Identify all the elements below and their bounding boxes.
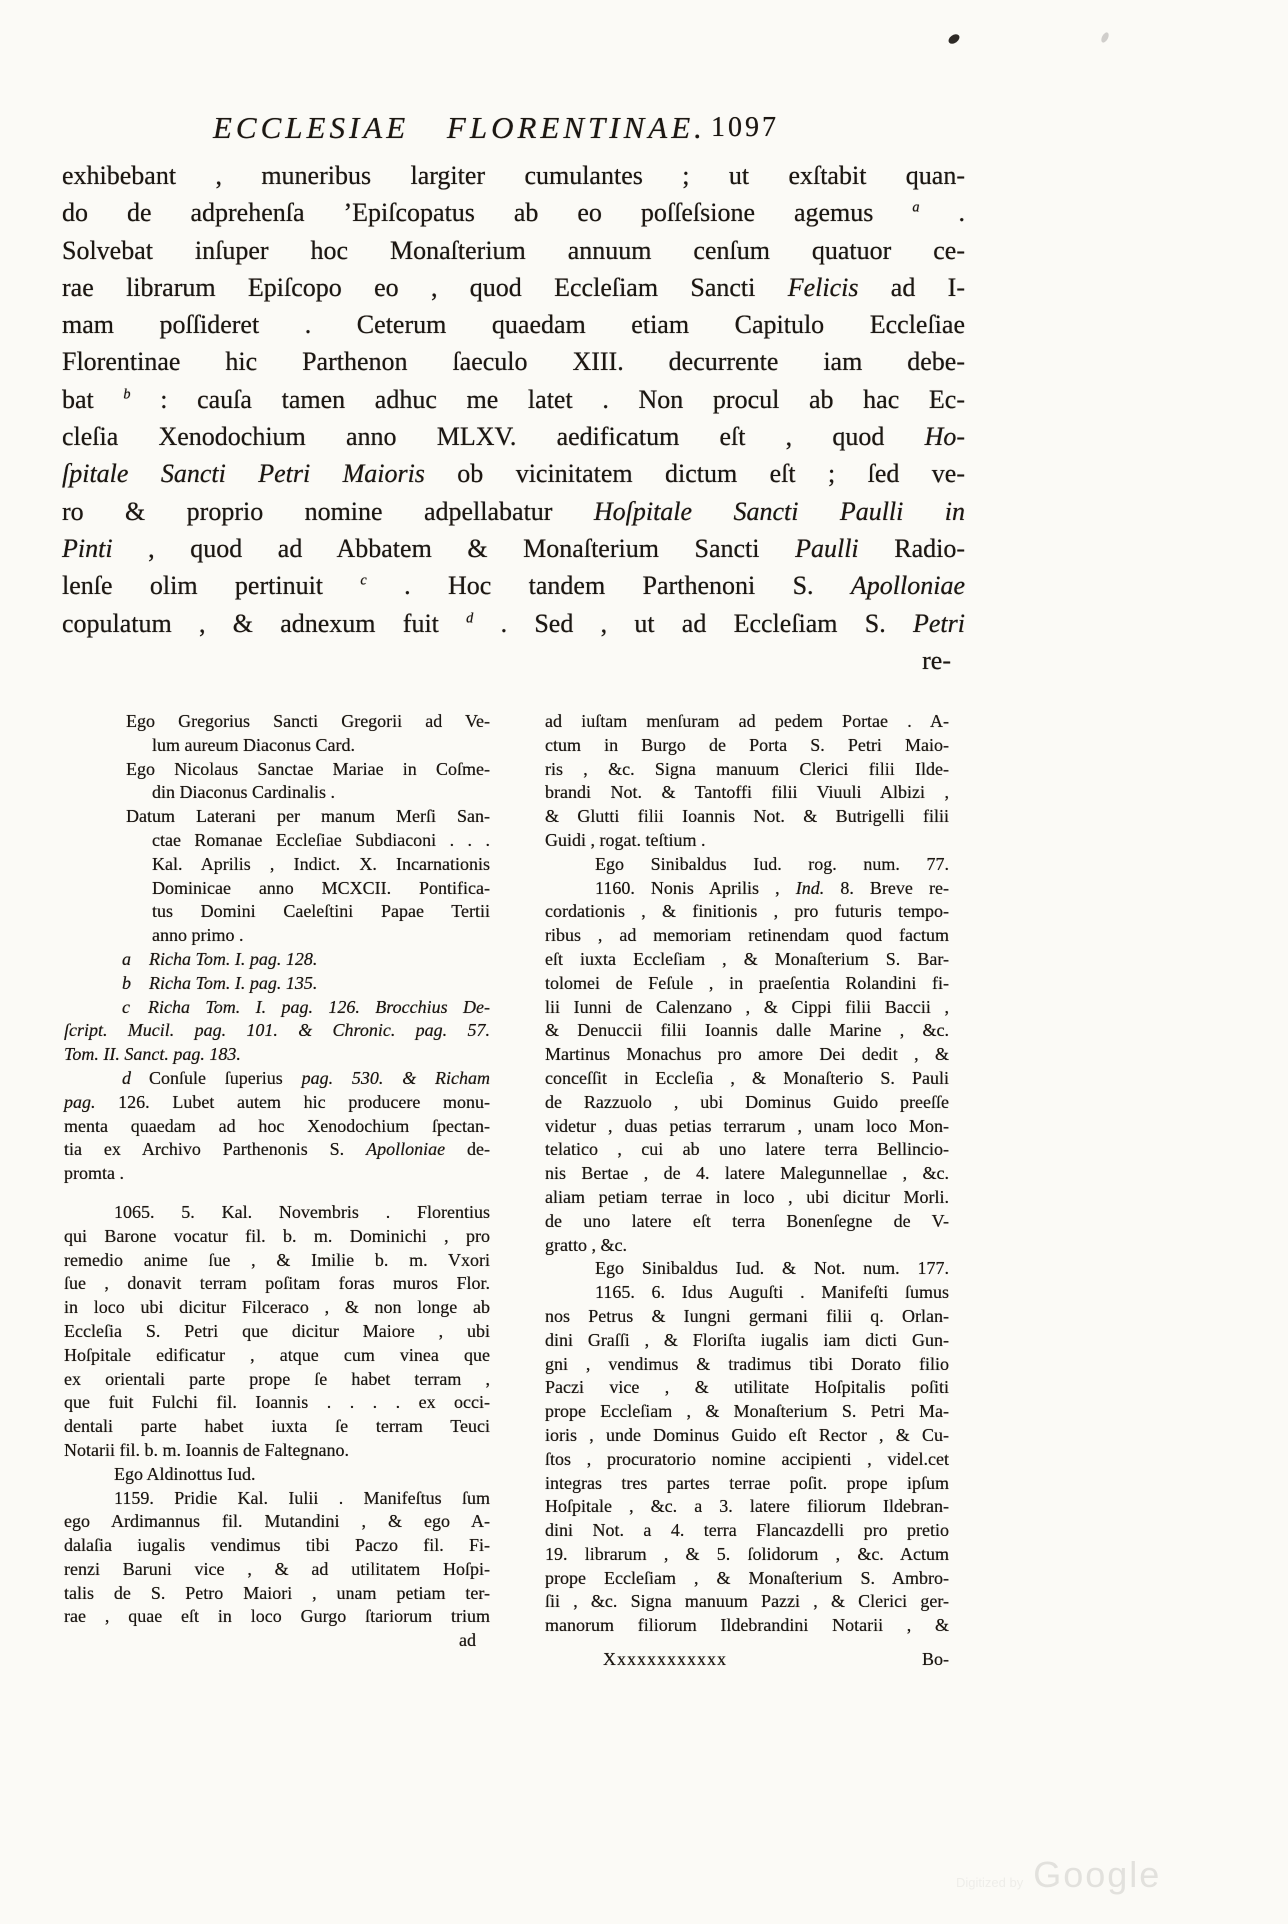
text-segment: 1065. 5. Kal. Novembris . Florentius: [114, 1201, 490, 1222]
text-segment: renzi Baruni vice , & ad utilitatem Hoſpi-: [64, 1558, 490, 1579]
text-segment: de-: [445, 1139, 490, 1160]
text-segment: b: [122, 972, 131, 993]
text-segment: . Hoc tandem Parthenoni S.: [366, 571, 851, 601]
text-segment: copulatum , & adnexum fuit: [62, 608, 467, 638]
text-line: [62, 493, 965, 530]
footnote-marker: d: [466, 609, 474, 626]
text-segment: din Diaconus Cardinalis .: [152, 782, 335, 803]
text-line: [64, 1605, 490, 1629]
text-segment: prope Eccleſiam , & Monaſterium S. Ambro-: [545, 1567, 949, 1588]
text-segment: tolomei de Feſule , in praeſentia Rolandini fi-: [545, 972, 949, 993]
text-line: [62, 642, 965, 679]
text-segment: mam poſſideret . Ceterum quaedam etiam Capitulo Eccleſiae: [62, 310, 965, 340]
text-segment: [130, 997, 148, 1017]
text-segment: cleſia Xenodochium anno MLXV. aedificatum eſt , quod: [62, 422, 925, 452]
text-line: [64, 1629, 490, 1653]
text-line: [62, 605, 965, 642]
text-segment: Hoſpitale Sancti Paulli in: [593, 496, 965, 526]
text-segment: 1165. 6. Idus Auguſti . Manifeſti ſumus: [595, 1282, 949, 1303]
text-line: [545, 781, 949, 805]
text-line: [545, 805, 949, 829]
text-segment: cordationis , & finitionis , pro futuris tempo-: [545, 901, 949, 922]
text-line: [64, 734, 490, 758]
signature-row: [545, 1648, 949, 1672]
text-segment: ad iuſtam menſuram ad pedem Portae . A-: [545, 711, 949, 731]
text-segment: de Razzuolo , ubi Dominus Guido preeſſe: [545, 1091, 949, 1112]
text-line: [545, 1091, 949, 1115]
text-line: [64, 1201, 490, 1225]
text-line: [64, 1115, 490, 1139]
text-segment: anno primo .: [152, 925, 244, 946]
text-segment: prope Eccleſiam , & Monaſterium S. Petri Ma-: [545, 1401, 949, 1422]
text-segment: Guidi , rogat. teſtium .: [545, 829, 706, 850]
text-segment: ſue , donavit terram poſitam foras muros Flor.: [64, 1273, 490, 1294]
footnote-marker: b: [123, 386, 131, 403]
text-line: [545, 758, 949, 782]
text-segment: videtur , duas petias terrarum , unam loco Mon-: [545, 1115, 949, 1136]
text-segment: 126. Lubet autem hic producere monu-: [95, 1091, 490, 1112]
text-segment: Solvebat inſuper hoc Monaſterium annuum cenſum quatuor ce-: [62, 235, 965, 265]
text-line: [545, 1257, 949, 1281]
text-segment: Ho-: [924, 422, 965, 452]
catchword: Bo-: [922, 1649, 949, 1669]
text-segment: 19. librarum , & 5. ſolidorum , &c. Actum: [545, 1543, 949, 1564]
text-line: [62, 343, 965, 380]
text-segment: ſpitale Sancti Petri Maioris: [62, 459, 425, 489]
text-line: [64, 900, 490, 924]
text-segment: ro & proprio nomine adpellabatur: [62, 496, 594, 526]
text-segment: dini Not. a 4. terra Flancazdelli pro pretio: [545, 1520, 949, 1541]
text-segment: nos Petrus & Iungni germani filii q. Orlan-: [545, 1305, 949, 1326]
text-segment: ad: [459, 1630, 476, 1651]
text-segment: Hoſpitale edificatur , atque cum vinea que: [64, 1344, 490, 1365]
text-segment: que fuit Fulchi fil. Ioannis . . . . ex occi-: [64, 1392, 490, 1413]
text-segment: a: [122, 948, 131, 969]
text-segment: dalaſia iugalis vendimus tibi Paczo fil. Fi-: [64, 1535, 490, 1556]
text-line: [62, 381, 965, 418]
text-segment: Richa Tom. I. pag. 126. Brocchius De-: [148, 996, 490, 1017]
text-segment: 8. Breve re-: [824, 877, 949, 898]
text-line: [545, 972, 949, 996]
text-segment: tus Domini Caeleſtini Papae Tertii: [152, 901, 490, 922]
ink-speck: [1100, 31, 1110, 44]
text-segment: ioris , unde Dominus Guido eſt Rector , & Cu-: [545, 1424, 949, 1445]
text-segment: promta .: [64, 1163, 124, 1184]
text-segment: Richam: [435, 1067, 490, 1088]
text-segment: Paulli: [795, 533, 859, 563]
text-segment: gratto , &c.: [545, 1234, 627, 1255]
text-line: [64, 972, 490, 996]
left-column: [64, 710, 490, 1653]
running-head-title: ECCLESIAE FLORENTINAE.: [213, 110, 706, 145]
text-line: [545, 1234, 949, 1258]
text-segment: ſtos , procuratorio nomine accipienti , videl.cet: [545, 1448, 949, 1469]
text-line: [62, 567, 965, 604]
text-segment: Ego Nicolaus Sanctae Mariae in Coſme-: [126, 758, 490, 779]
text-line: [545, 948, 949, 972]
text-line: [64, 996, 490, 1020]
footnote-marker: c: [360, 572, 367, 589]
text-line: [64, 1043, 490, 1067]
text-segment: [416, 1068, 435, 1088]
text-line: [545, 1138, 949, 1162]
text-line: [64, 1487, 490, 1511]
text-line: [545, 734, 949, 758]
text-line: [545, 1376, 949, 1400]
text-segment: dini Graſſi , & Floriſta iugalis iam dicti Gun-: [545, 1329, 949, 1350]
text-segment: Paczi vice , & utilitate Hoſpitalis poſiti: [545, 1377, 949, 1398]
text-segment: Datum Laterani per manum Merſi San-: [126, 806, 490, 827]
text-line: [62, 530, 965, 567]
text-segment: telatico , cui ab uno latere terra Bellincio-: [545, 1139, 949, 1160]
footnote-marker: a: [912, 199, 920, 216]
text-segment: menta quaedam ad hoc Xenodochium ſpectan-: [64, 1115, 490, 1136]
text-segment: . Sed , ut ad Eccleſiam S.: [473, 608, 913, 638]
text-segment: : cauſa tamen adhuc me latet . Non procul ab hac Ec-: [130, 384, 965, 414]
text-line: [64, 1067, 490, 1091]
google-logo: Google: [1033, 1854, 1162, 1895]
text-segment: ſcript. Mucil. pag. 101. & Chronic. pag. 57.: [64, 1020, 490, 1041]
text-line: [545, 829, 949, 853]
text-segment: Martinus Monachus pro amore Dei dedit , &: [545, 1044, 949, 1065]
text-line: [62, 269, 965, 306]
text-segment: rae , quae eſt in loco Gurgo ſtariorum trium: [64, 1606, 490, 1627]
text-segment: 1159. Pridie Kal. Iulii . Manifeſtus ſum: [114, 1487, 490, 1508]
text-line: [62, 306, 965, 343]
text-segment: Dominicae anno MCXCII. Pontifica-: [152, 877, 490, 898]
running-head: [0, 104, 1288, 160]
right-column: [545, 710, 949, 1638]
text-segment: dentali parte habet iuxta ſe terram Teuci: [64, 1416, 490, 1437]
text-line: [545, 1400, 949, 1424]
text-segment: lum aureum Diaconus Card.: [152, 734, 355, 755]
text-segment: re-: [922, 645, 951, 675]
text-line: [545, 1614, 949, 1638]
digitized-by-label: Digitized by: [956, 1875, 1024, 1890]
text-line: [545, 1281, 949, 1305]
text-segment: ctae Romanae Eccleſiae Subdiaconi . . .: [152, 829, 490, 850]
text-line: [62, 157, 965, 194]
text-line: [64, 1534, 490, 1558]
text-segment: Radio-: [858, 533, 966, 563]
text-segment: ris , &c. Signa manuum Clerici filii Ilde-: [545, 758, 949, 779]
text-segment: & Denuccii filii Ioannis dalle Marine , &c.: [545, 1020, 949, 1041]
text-segment: gni , vendimus & tradimus tibi Dorato filio: [545, 1353, 949, 1374]
text-segment: qui Barone vocatur fil. b. m. Dominichi , pro: [64, 1225, 490, 1246]
text-segment: Ego Sinibaldus Iud. & Not. num. 177.: [595, 1258, 949, 1279]
text-line: [64, 1368, 490, 1392]
text-segment: Ego Aldinottus Iud.: [114, 1463, 256, 1484]
text-line: [64, 1558, 490, 1582]
signature-mark: Xxxxxxxxxxxx: [603, 1649, 727, 1669]
text-segment: Apolloniae: [366, 1139, 446, 1160]
text-segment: Ego Gregorius Sancti Gregorii ad Ve-: [126, 711, 490, 731]
text-segment: Notarii fil. b. m. Ioannis de Faltegnano.: [64, 1439, 349, 1460]
text-line: [545, 1162, 949, 1186]
text-line: [545, 710, 949, 734]
text-segment: lenſe olim pertinuit: [62, 571, 361, 601]
text-line: [64, 758, 490, 782]
text-line: [64, 853, 490, 877]
text-line: [64, 1391, 490, 1415]
text-line: [545, 1495, 949, 1519]
main-paragraph: [62, 157, 965, 679]
text-segment: Pinti: [62, 533, 113, 563]
text-segment: rae librarum Epiſcopo eo , quod Eccleſiam Sancti: [62, 272, 788, 302]
text-line: [545, 1519, 949, 1543]
text-segment: [131, 949, 149, 969]
text-segment: , quod ad Abbatem & Monaſterium Sancti: [112, 533, 796, 563]
text-segment: do de adprehenſa ’Epiſcopatus ab eo poſſeſsione agemus: [62, 198, 913, 228]
text-segment: remedio anime ſue , & Imilie b. m. Vxori: [64, 1249, 490, 1270]
text-line: [545, 1590, 949, 1614]
text-line: [64, 829, 490, 853]
text-segment: integras tres partes terrae poſit. prope ipſum: [545, 1472, 949, 1493]
text-segment: Richa Tom. I. pag. 135.: [149, 972, 318, 993]
text-line: [545, 1186, 949, 1210]
text-segment: Kal. Aprilis , Indict. X. Incarnationis: [152, 853, 490, 874]
text-line: [64, 1320, 490, 1344]
page-number: 1097: [711, 112, 779, 143]
text-line: [62, 194, 965, 231]
text-line: [545, 1329, 949, 1353]
text-line: [64, 1415, 490, 1439]
text-segment: tia ex Archivo Parthenonis S.: [64, 1139, 367, 1160]
text-line: [545, 1067, 949, 1091]
text-line: [545, 900, 949, 924]
text-segment: Petri: [913, 608, 965, 638]
text-segment: lii Iunni de Calenzano , & Cippi filii Baccii ,: [545, 996, 949, 1017]
text-line: [545, 1567, 949, 1591]
text-line: [64, 1272, 490, 1296]
text-segment: Ind.: [795, 877, 825, 898]
text-line: [64, 1091, 490, 1115]
text-line: [62, 232, 965, 269]
text-segment: Conſule ſuperius: [131, 1067, 302, 1088]
text-segment: pag.: [64, 1091, 96, 1112]
text-line: [64, 805, 490, 829]
text-line: [64, 1019, 490, 1043]
text-line: [64, 1162, 490, 1186]
text-line: [64, 1138, 490, 1162]
text-segment: eſt iuxta Eccleſiam , & Monaſterium S. Bar-: [545, 948, 949, 969]
text-line: [545, 1472, 949, 1496]
text-line: [64, 1344, 490, 1368]
text-segment: .: [919, 198, 966, 228]
text-segment: Eccleſia S. Petri que dicitur Maiore , ubi: [64, 1320, 490, 1341]
text-line: [64, 1439, 490, 1463]
text-segment: ad I-: [858, 272, 965, 302]
text-line: [64, 924, 490, 948]
text-segment: [131, 973, 149, 993]
text-line: [62, 455, 965, 492]
ink-speck: [947, 32, 961, 45]
text-segment: nis Bertae , de 4. latere Malegunnellae , &c.: [545, 1163, 949, 1184]
text-segment: talis de S. Petro Maiori , unam petiam ter-: [64, 1582, 490, 1603]
text-line: [545, 853, 949, 877]
text-segment: pag. 530. &: [301, 1067, 417, 1088]
google-watermark: [956, 1854, 1161, 1896]
text-segment: aliam petiam terrae in loco , ubi dicitur Morli.: [545, 1186, 949, 1207]
text-line: [545, 1353, 949, 1377]
text-segment: Apolloniae: [850, 571, 965, 601]
text-line: [545, 1424, 949, 1448]
text-segment: in loco ubi dicitur Filceraco , & non longe ab: [64, 1297, 490, 1318]
text-line: [545, 1019, 949, 1043]
text-segment: conceſſit in Eccleſia , & Monaſterio S. Pauli: [545, 1067, 949, 1088]
text-segment: 1160. Nonis Aprilis ,: [595, 877, 796, 898]
text-line: [64, 781, 490, 805]
text-segment: ſii , &c. Signa manuum Pazzi , & Clerici ger-: [545, 1591, 949, 1612]
text-segment: ribus , ad memoriam retinendam quod factum: [545, 925, 949, 946]
text-segment: Florentinae hic Parthenon ſaeculo XIII. decurrente iam debe-: [62, 347, 965, 377]
text-line: [545, 1305, 949, 1329]
text-line: [62, 418, 965, 455]
text-segment: c: [122, 996, 130, 1017]
text-line: [545, 1043, 949, 1067]
text-segment: Hoſpitale , &c. a 3. latere filiorum Ildebran-: [545, 1496, 949, 1517]
text-line: [545, 1115, 949, 1139]
text-segment: ctum in Burgo de Porta S. Petri Maio-: [545, 734, 949, 755]
text-segment: manorum filiorum Ildebrandini Notarii , &: [545, 1615, 949, 1636]
text-line: [545, 1448, 949, 1472]
text-line: [545, 996, 949, 1020]
text-segment: ob vicinitatem dictum eſt ; ſed ve-: [424, 459, 965, 489]
text-segment: exhibebant , muneribus largiter cumulantes ; ut exſtabit quan-: [62, 161, 965, 190]
text-segment: Ego Sinibaldus Iud. rog. num. 77.: [595, 853, 949, 874]
text-segment: de uno latere eſt terra Bonenſegne de V-: [545, 1210, 949, 1231]
text-line: [64, 1296, 490, 1320]
text-line: [64, 1249, 490, 1273]
text-segment: bat: [62, 384, 124, 414]
text-line: [64, 1225, 490, 1249]
text-line: [64, 948, 490, 972]
text-segment: & Glutti filii Ioannis Not. & Butrigelli filii: [545, 806, 949, 827]
text-line: [545, 1543, 949, 1567]
text-line: [545, 877, 949, 901]
text-segment: Tom. II. Sanct. pag. 183.: [64, 1044, 241, 1065]
text-line: [545, 924, 949, 948]
text-segment: ego Ardimannus fil. Mutandini , & ego A-: [64, 1511, 490, 1532]
text-line: [64, 1582, 490, 1606]
text-line: [545, 1210, 949, 1234]
text-segment: d: [122, 1067, 131, 1088]
text-segment: Richa Tom. I. pag. 128.: [149, 948, 318, 969]
text-line: [64, 1510, 490, 1534]
text-line: [64, 877, 490, 901]
text-segment: Felicis: [787, 272, 859, 302]
text-line: [64, 710, 490, 734]
text-segment: brandi Not. & Tantoffi filii Viuuli Albizi ,: [545, 782, 949, 803]
text-segment: ex orientali parte prope ſe habet terram ,: [64, 1368, 490, 1389]
text-line: [64, 1463, 490, 1487]
